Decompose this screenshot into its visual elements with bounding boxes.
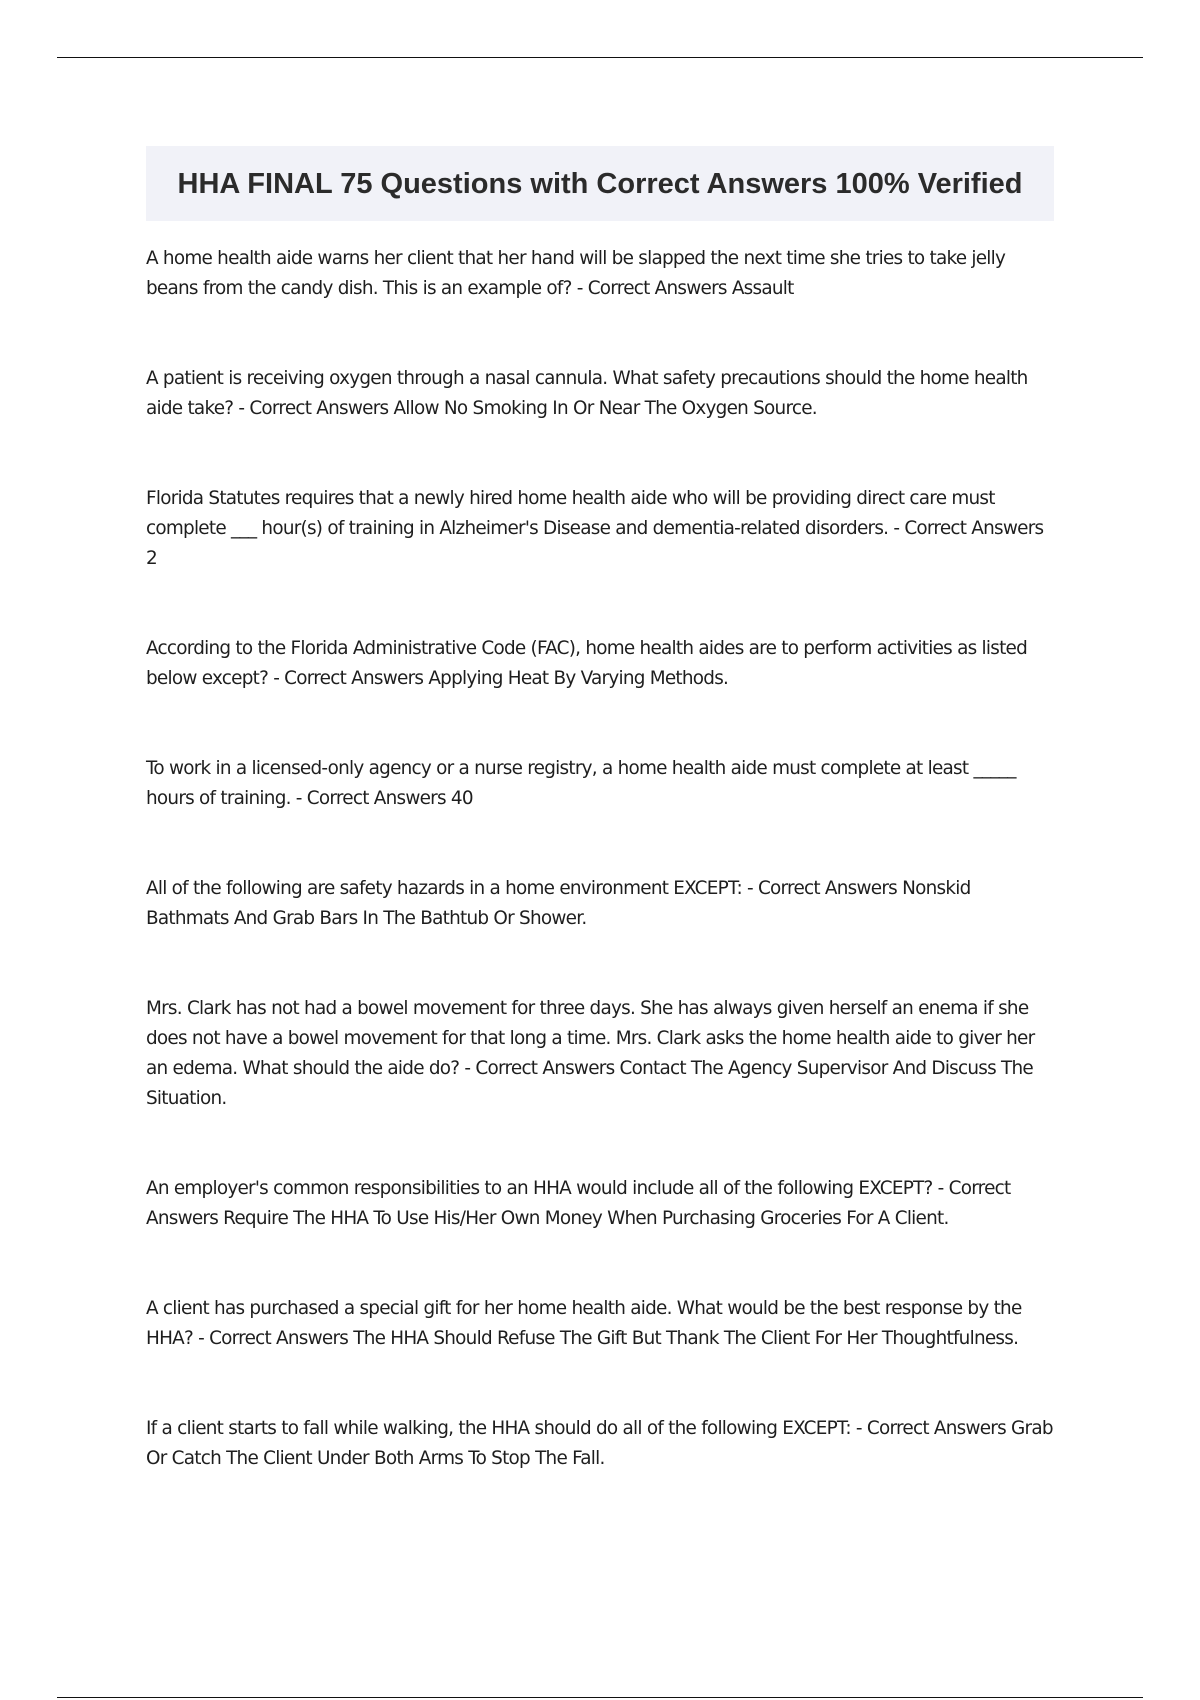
question-answer-item: Mrs. Clark has not had a bowel movement for three days. She has always given herself an enema if she does not have a bowel movement for that long a time. Mrs. Clark asks the home health aide to giver her an edema. What should the aide do? - Correct Answers Contact The Agency Supervisor And Discuss The Situation.: [146, 998, 1035, 1109]
question-answer-item: According to the Florida Administrative Code (FAC), home health aides are to perform activities as listed below except? - Correct Answers Applying Heat By Varying Methods.: [146, 638, 1028, 689]
question-answer-item: A client has purchased a special gift for her home health aide. What would be the best response by the HHA? - Correct Answers The HHA Should Refuse The Gift But Thank The Client For Her Thoughtfulness.: [146, 1298, 1022, 1349]
question-answer-item: Florida Statutes requires that a newly hired home health aide who will be providing direct care must complete ___ hour(s) of training in Alzheimer's Disease and dementia-related disorders. - Correct Answers 2: [146, 488, 1044, 569]
question-answer-item: All of the following are safety hazards in a home environment EXCEPT: - Correct Answers Nonskid Bathmats And Grab Bars In The Bathtub Or Shower.: [146, 878, 971, 929]
header-rule: [57, 57, 1143, 58]
question-answer-item: A home health aide warns her client that her hand will be slapped the next time she tries to take jelly beans from the candy dish. This is an example of? - Correct Answers Assault: [146, 248, 1006, 299]
footer-rule: [57, 1697, 1143, 1698]
question-answer-item: A patient is receiving oxygen through a nasal cannula. What safety precautions should the home health aide take? - Correct Answers Allow No Smoking In Or Near The Oxygen Source.: [146, 368, 1028, 419]
document-title: HHA FINAL 75 Questions with Correct Answers 100% Verified: [177, 167, 1023, 200]
title-banner: [146, 146, 1054, 221]
question-list: [146, 244, 1056, 1534]
question-answer-item: An employer's common responsibilities to an HHA would include all of the following EXCEPT? - Correct Answers Require The HHA To Use His/Her Own Money When Purchasing Groceries For A Client.: [146, 1178, 1011, 1229]
question-answer-item: To work in a licensed-only agency or a nurse registry, a home health aide must complete at least _____ hours of training. - Correct Answers 40: [146, 758, 1016, 809]
question-answer-item: If a client starts to fall while walking, the HHA should do all of the following EXCEPT: - Correct Answers Grab Or Catch The Client Under Both Arms To Stop The Fall.: [146, 1418, 1053, 1469]
